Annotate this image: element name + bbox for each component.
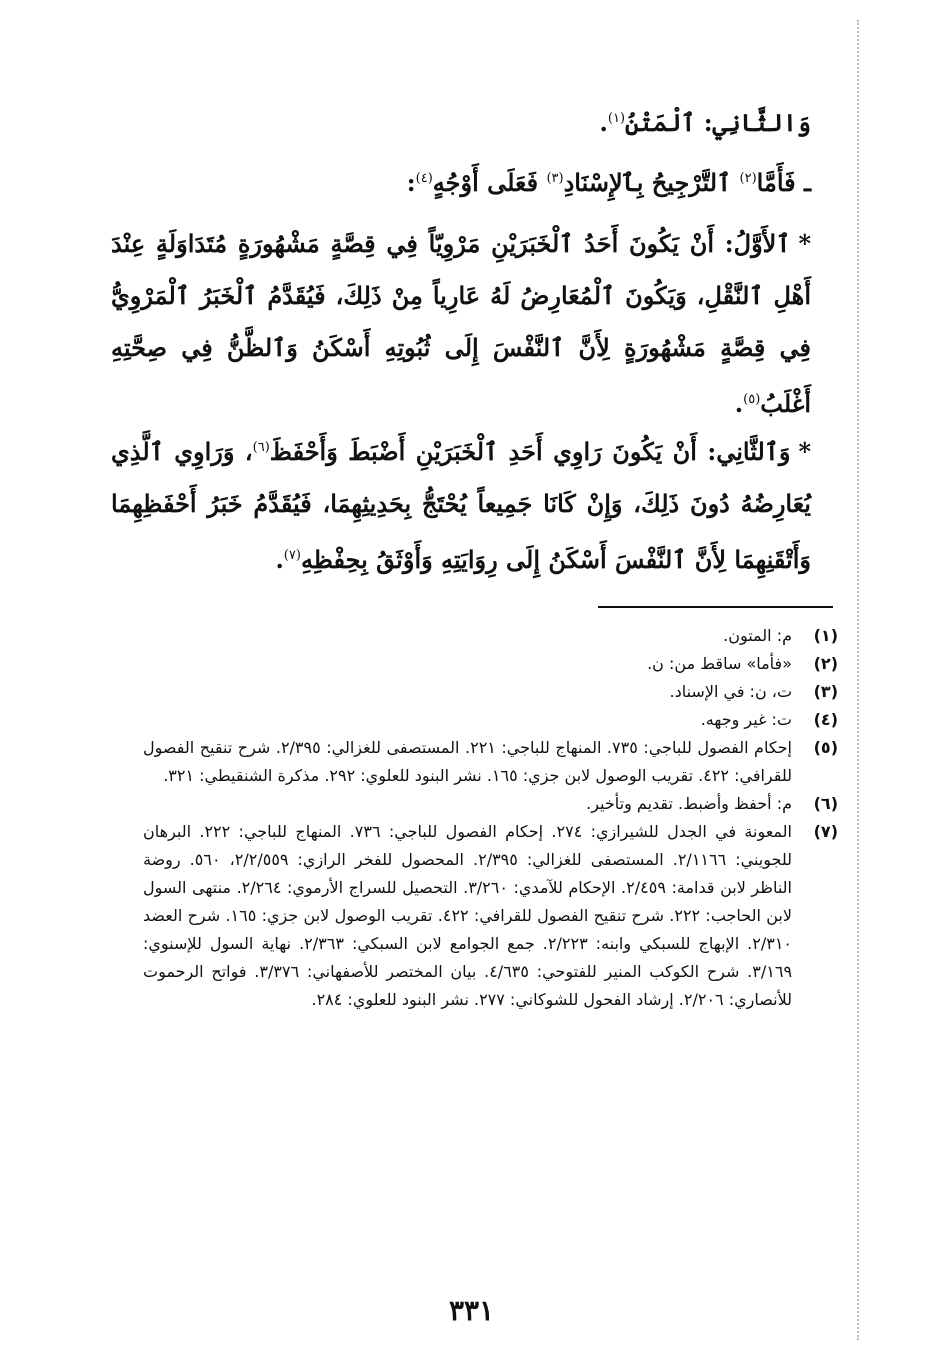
footnote-separator bbox=[598, 606, 833, 608]
star-bullet-icon: * bbox=[798, 229, 811, 258]
paragraph-first-aspect: *ٱلأَوَّلُ: أَنْ يَكُونَ أَحَدُ ٱلْخَبَرَيْنِ مَرْوِيّاً فِي قِصَّةٍ مَشْهُورَةٍ مُتَدَاوَلَةٍ عِنْدَ أَهْلِ ٱلنَّقْلِ، وَيَكُونَ ٱلْمُعَارِضُ لَهُ عَارِياً مِنْ ذَلِكَ، فَيُقَدَّمُ ٱلْخَبَرُ ٱلْمَرْوِيُّ فِي قِصَّةٍ مَشْهُورَةٍ لِأَنَّ ٱلنَّفْسَ إِلَى ثُبُوتِهِ أَسْكَنُ وَٱلظَّنُّ فِي صِحَّتِهِ أَغْلَبُ$^{(٥)}$. bbox=[111, 229, 811, 418]
footnote: (٣) ت، ن: في الإسناد. bbox=[669, 682, 838, 701]
intro-line: ـ فَأَمَّا$^{(٢)}$ ٱلتَّرْجِيحُ بِٱلإِسْنَادِ$^{(٣)}$ فَعَلَى أَوْجُهٍ$^{(٤)}$: bbox=[406, 168, 811, 197]
footnote-ref: (٦) bbox=[252, 440, 270, 455]
star-bullet-icon: * bbox=[798, 437, 812, 466]
footnote: (٤) ت: غير وجهه. bbox=[700, 710, 838, 729]
heading-text: وَالثَّانِي: ٱلْمَتْنُ bbox=[625, 108, 811, 137]
page-number: ٣٣١ bbox=[448, 1294, 495, 1327]
section-heading: وَالثَّانِي: ٱلْمَتْنُ$^{(١)}$. bbox=[599, 108, 811, 137]
footnote-ref: (٢) bbox=[739, 171, 757, 186]
paragraph-second-aspect: *وَٱلثَّانِي: أَنْ يَكُونَ رَاوِي أَحَدِ ٱلْخَبَرَيْنِ أَضْبَطَ وَأَحْفَظَ$^{(٦)}$، وَرَاوِي ٱلَّذِي يُعَارِضُهُ دُونَ ذَلِكَ، وَإِنْ كَانَا جَمِيعاً يُحْتَجُّ بِحَدِيثِهِمَا، فَيُقَدَّمُ خَبَرُ أَحْفَظِهِمَا وَأَتْقَنِهِمَا لِأَنَّ ٱلنَّفْسَ أَسْكَنُ إِلَى رِوَايَتِهِ وَأَوْثَقُ بِحِفْظِهِ$^{(٧)}$. bbox=[111, 437, 812, 574]
footnote-ref: (٣) bbox=[546, 171, 564, 186]
footnote-ref: (٤) bbox=[415, 171, 433, 186]
footnote-ref: (٥) bbox=[743, 392, 761, 407]
footnote: (١) م: المتون. bbox=[723, 626, 838, 645]
footnote-ref: (٧) bbox=[283, 548, 301, 563]
footnote: (٦) م: أحفظ وأضبط. تقديم وتأخير. bbox=[586, 794, 838, 813]
footnote: (٧) المعونة في الجدل للشيرازي: ٢٧٤. إحكام الفصول للباجي: ٧٣٦. المنهاج للباجي: ٢٢٢. البرهان للجويني: ٢/١١٦٦. المستصفى للغزالي: ٢/٣٩٥. المحصول للفخر الرازي: ٢/٢/٥٥٩، ٥٦٠. روضة الناظر لابن قدامة: ٢/٤٥٩. الإحكام للآمدي: ٣/٢٦٠. التحصيل للسراج الأرموي: ٢/٢٦٤. منتهى السول لابن الحاجب: ٢٢٢. شرح تنقيح الفصول للقرافي: ٤٢٢. تقريب الوصول لابن جزي: ١٦٥. شرح العضد ٢/٣١٠. الإبهاج للسبكي وابنه: ٢/٢٢٣. جمع الجوامع لابن السبكي: ٢/٣٦٣. نهاية السول للإسنوي: ٣/١٦٩. شرح الكوكب المنير للفتوحي: ٤/٦٣٥. بيان المختصر للأصفهاني: ٣/٣٧٦. فواتح الرحموت للأنصاري: ٢/٢٠٦. إرشاد الفحول للشوكاني: ٢٧٧. نشر البنود للعلوي: ٢٨٤. bbox=[143, 822, 838, 1009]
footnotes bbox=[143, 622, 838, 1014]
footnote: (٥) إحكام الفصول للباجي: ٧٣٥. المنهاج للباجي: ٢٢١. المستصفى للغزالي: ٢/٣٩٥. شرح تنقيح الفصول للقرافي: ٤٢٢. تقريب الوصول لابن جزي: ١٦٥. نشر البنود للعلوي: ٢٩٢. مذكرة الشنقيطي: ٣٢١. bbox=[143, 738, 838, 785]
footnote-ref: (١) bbox=[607, 111, 626, 126]
page-edge-line bbox=[857, 20, 859, 1340]
footnote: (٢) «فأما» ساقط من: ن. bbox=[647, 654, 838, 673]
